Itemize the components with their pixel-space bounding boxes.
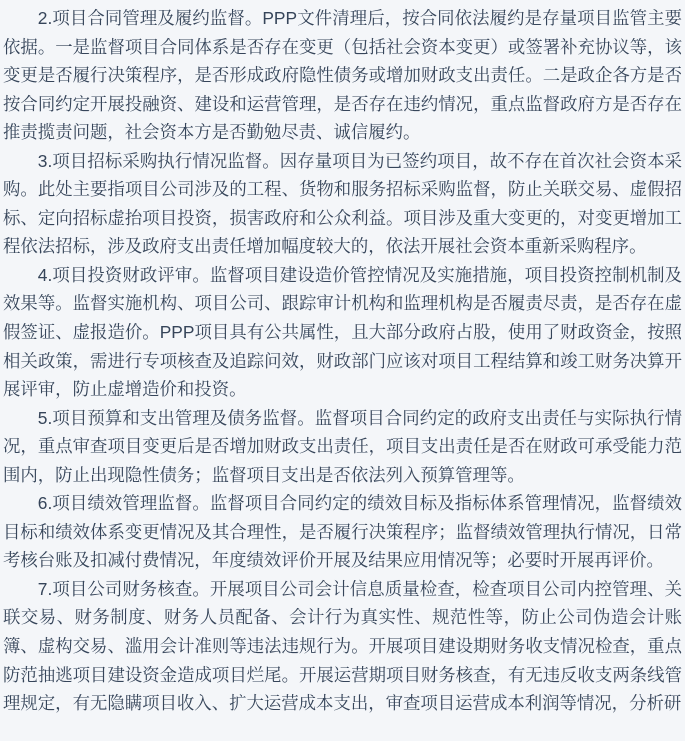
paragraph-bidding-procurement-supervision: 3.项目招标采购执行情况监督。因存量项目为已签约项目，故不存在首次社会资本采购。此处主要指项目公司涉及的工程、货物和服务招标采购监督，防止关联交易、虚假招标、定向招标虚抬项目投资，损害政府和公众利益。项目涉及重大变更的，对变更增加工程依法招标，涉及政府支出责任增加幅度较大的，依法开展社会资本重新采购程序。: [3, 150, 682, 257]
paragraph-contract-management-supervision: 2.项目合同管理及履约监督。PPP文件清理后，按合同依法履约是存量项目监管主要依据。一是监督项目合同体系是否存在变更（包括社会资本变更）或签署补充协议等，该变更是否履行决策程序，是否形成政府隐性债务或增加财政支出责任。二是政企各方是否按合同约定开展投融资、建设和运营管理，是否存在违约情况，重点监督政府方是否存在推责揽责问题，社会资本方是否勤勉尽责、诚信履约。: [3, 8, 682, 143]
paragraph-investment-fiscal-review: 4.项目投资财政评审。监督项目建设造价管控情况及实施措施，项目投资控制机制及效果等。监督实施机构、项目公司、跟踪审计机构和监理机构是否履责尽责，是否存在虚假签证、虚报造价。PPP项目具有公共属性，且大部分政府占股，使用了财政资金，按照相关政策，需进行专项核查及追踪问效，财政部门应该对项目工程结算和竣工财务决算开展评审，防止虚增造价和投资。: [3, 264, 682, 400]
paragraph-company-financial-verification: 7.项目公司财务核查。开展项目公司会计信息质量检查，检查项目公司内控管理、关联交易、财务制度、财务人员配备、会计行为真实性、规范性等，防止公司伪造会计账簿、虚构交易、滥用会计准则等违法违规行为。开展项目建设期财务收支情况检查，重点防范抽逃项目建设资金造成项目烂尾。开展运营期项目财务核查，有无违反收支两条线管理规定，有无隐瞒项目收入、扩大运营成本支出，审查项目运营成本利润等情况，分析研: [3, 578, 682, 714]
paragraph-performance-management-supervision: 6.项目绩效管理监督。监督项目合同约定的绩效目标及指标体系管理情况，监督绩效目标和绩效体系变更情况及其合理性，是否履行决策程序；监督绩效管理执行情况，日常考核台账及扣减付费情况，年度绩效评价开展及结果应用情况等；必要时开展再评价。: [3, 493, 682, 571]
paragraph-budget-expenditure-debt-supervision: 5.项目预算和支出管理及债务监督。监督项目合同约定的政府支出责任与实际执行情况，重点审查项目变更后是否增加财政支出责任，项目支出责任是否在财政可承受能力范围内，防止出现隐性债务；监督项目支出是否依法列入预算管理等。: [3, 407, 682, 485]
